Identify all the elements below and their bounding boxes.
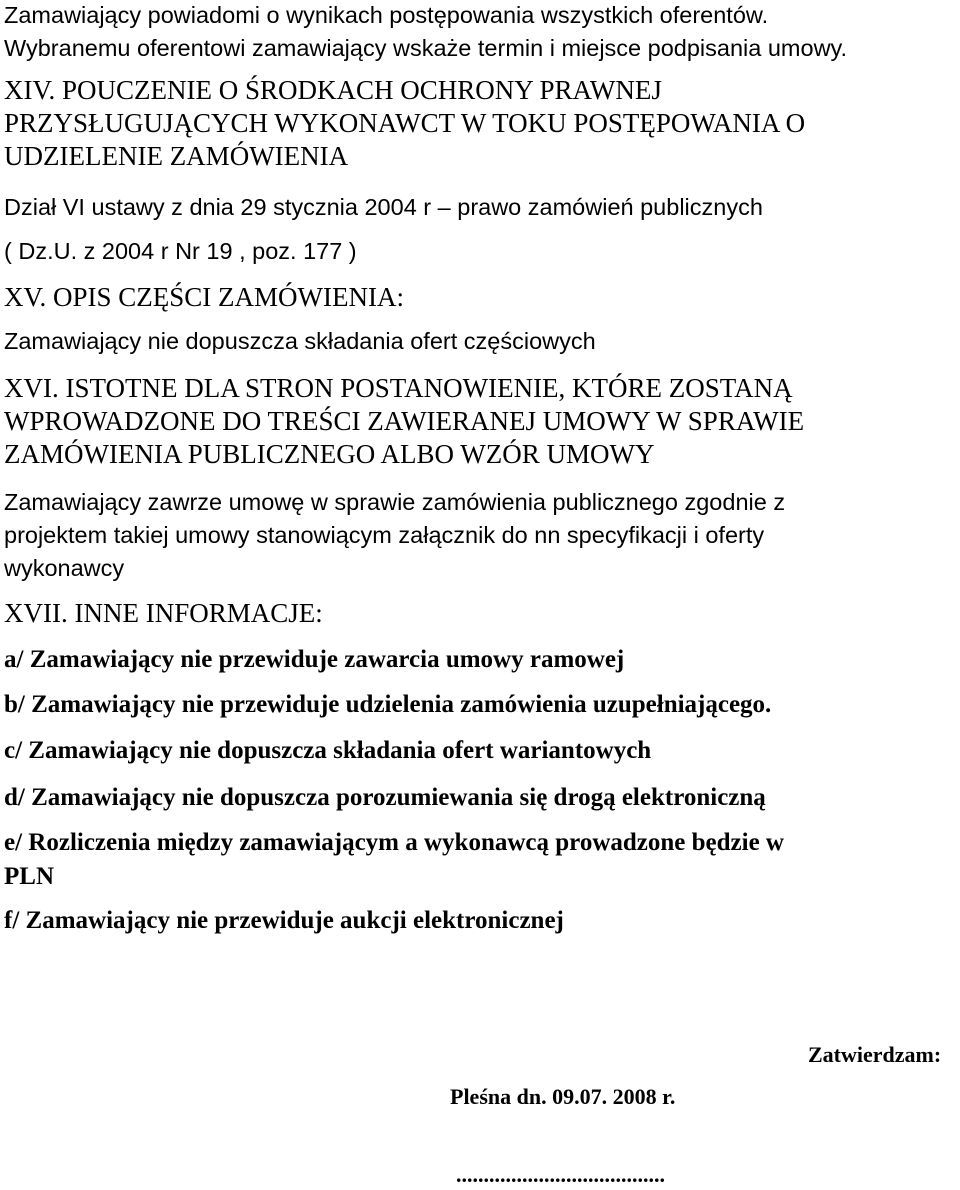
section-xiv-heading-line-3: UDZIELENIE ZAMÓWIENIA	[4, 141, 349, 171]
info-item-e-line-1: e/ Rozliczenia między zamawiającym a wykonawcą prowadzone będzie w	[4, 829, 784, 856]
signature-line: ......................................	[456, 1162, 665, 1187]
intro-line-2: Wybranemu oferentowi zamawiający wskaże termin i miejsce podpisania umowy.	[4, 35, 848, 61]
info-item-a: a/ Zamawiający nie przewiduje zawarcia umowy ramowej	[4, 646, 625, 673]
intro-line-1: Zamawiający powiadomi o wynikach postępowania wszystkich oferentów.	[4, 2, 769, 28]
section-xv-body: Zamawiający nie dopuszcza składania ofert częściowych	[4, 328, 596, 354]
info-item-c: c/ Zamawiający nie dopuszcza składania ofert wariantowych	[4, 737, 652, 764]
section-xvi-body-line-1: Zamawiający zawrze umowę w sprawie zamówienia publicznego zgodnie z	[4, 489, 786, 515]
section-xvi-heading-line-2: WPROWADZONE DO TREŚCI ZAWIERANEJ UMOWY W SPRAWIE	[4, 406, 805, 436]
place-date: Pleśna dn. 09.07. 2008 r.	[450, 1084, 676, 1109]
section-xvii-heading: XVII. INNE INFORMACJE:	[4, 598, 323, 628]
info-item-f: f/ Zamawiający nie przewiduje aukcji elektronicznej	[4, 907, 564, 934]
section-xiv-heading-line-2: PRZYSŁUGUJĄCYCH WYKONAWCT W TOKU POSTĘPOWANIA O	[4, 108, 806, 138]
section-xiv-body-line-1: Dział VI ustawy z dnia 29 stycznia 2004 r – prawo zamówień publicznych	[4, 194, 763, 220]
section-xv-heading: XV. OPIS CZĘŚCI ZAMÓWIENIA:	[4, 282, 405, 312]
approval-label: Zatwierdzam:	[808, 1042, 942, 1067]
info-item-b: b/ Zamawiający nie przewiduje udzielenia zamówienia uzupełniającego.	[4, 691, 772, 718]
info-item-d: d/ Zamawiający nie dopuszcza porozumiewania się drogą elektroniczną	[4, 784, 766, 811]
section-xvi-body-line-2: projektem takiej umowy stanowiącym załącznik do nn specyfikacji i oferty	[4, 522, 765, 548]
section-xvi-heading-line-3: ZAMÓWIENIA PUBLICZNEGO ALBO WZÓR UMOWY	[4, 439, 655, 469]
section-xvi-body-line-3: wykonawcy	[4, 555, 125, 581]
info-item-e-line-2: PLN	[4, 863, 54, 890]
section-xiv-body-line-2: ( Dz.U. z 2004 r Nr 19 , poz. 177 )	[4, 238, 357, 264]
section-xiv-heading-line-1: XIV. POUCZENIE O ŚRODKACH OCHRONY PRAWNEJ	[4, 75, 662, 105]
section-xvi-heading-line-1: XVI. ISTOTNE DLA STRON POSTANOWIENIE, KTÓRE ZOSTANĄ	[4, 373, 793, 403]
